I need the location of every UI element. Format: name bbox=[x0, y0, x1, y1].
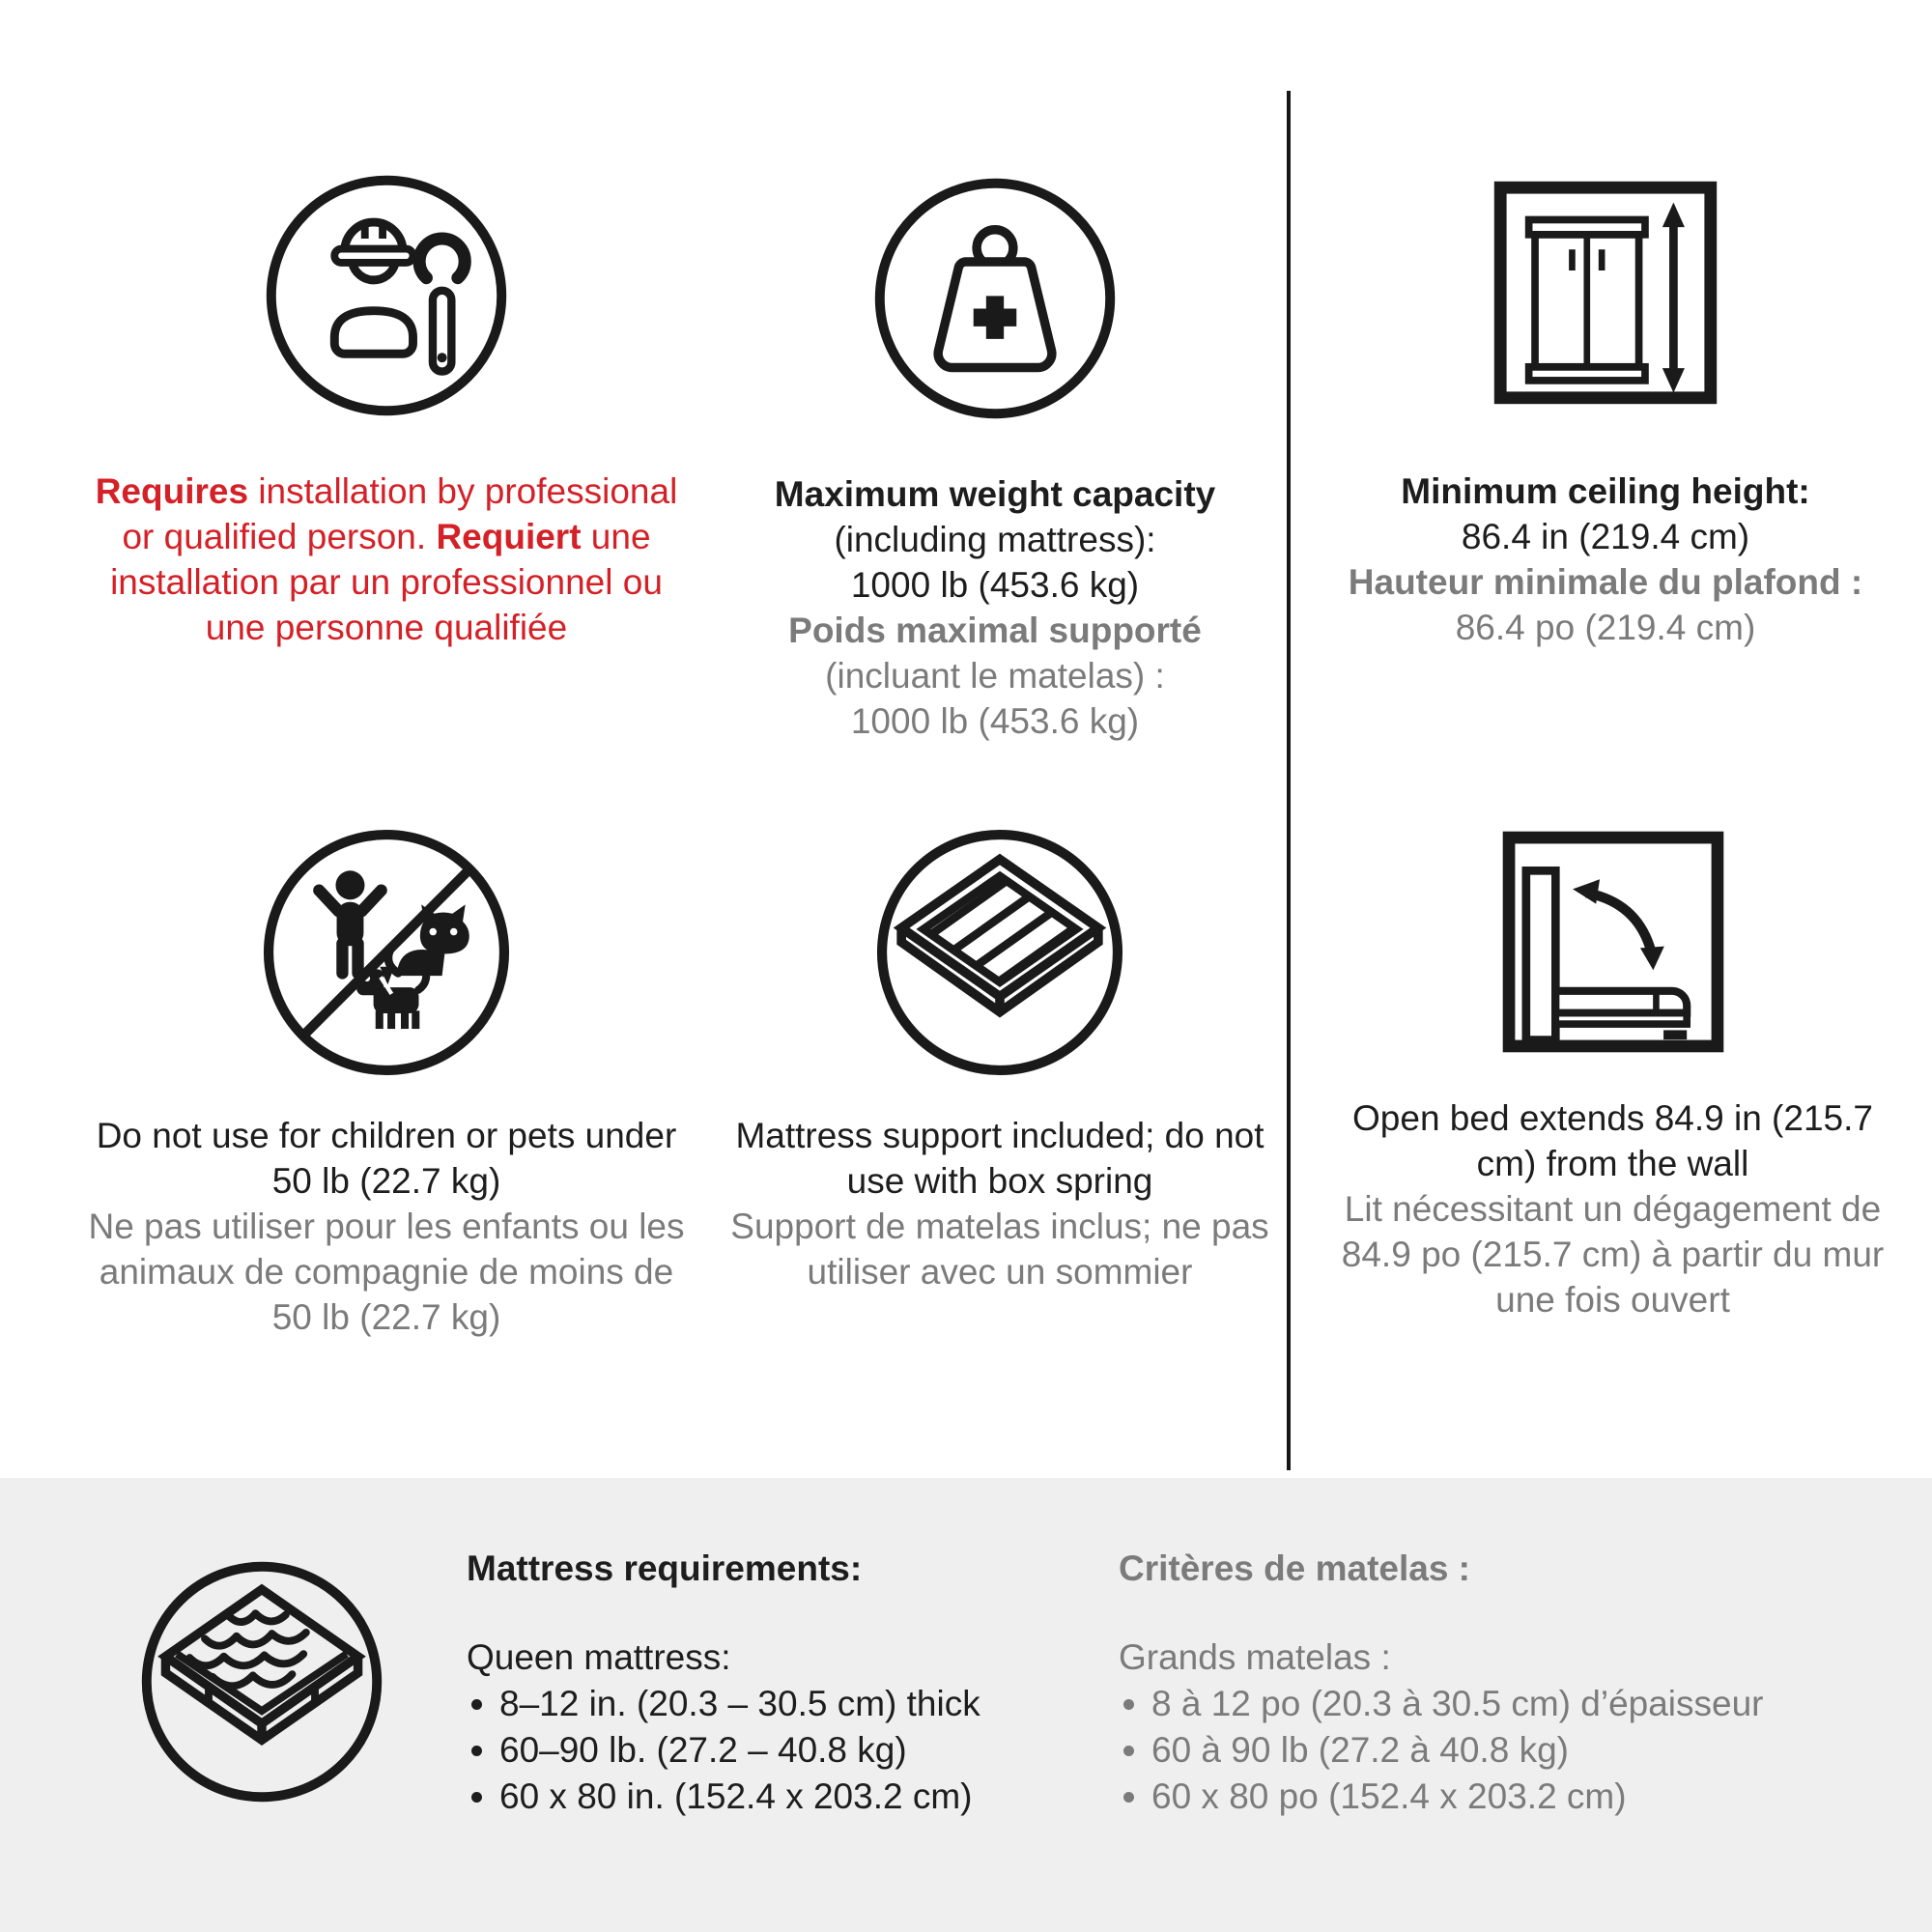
ceiling-en-value: 86.4 in (219.4 cm) bbox=[1461, 517, 1750, 556]
mattress-icon bbox=[135, 1555, 388, 1808]
card-ceiling-text bbox=[1325, 469, 1886, 650]
column-divider bbox=[1287, 91, 1291, 1470]
installation-note bbox=[87, 469, 686, 650]
card-mattress-support bbox=[720, 823, 1280, 1294]
openbed-fr: Lit nécessitant un dégagement de 84.9 po (215.7 cm) à partir du mur une fois ouvert bbox=[1341, 1189, 1885, 1320]
card-weight-capacity bbox=[710, 172, 1280, 744]
mattress-req-list-fr bbox=[1119, 1681, 1911, 1820]
children-fr: Ne pas utiliser pour les enfants ou les animaux de compagnie de moins de 50 lb (22.7 kg) bbox=[88, 1207, 685, 1337]
card-weight-text bbox=[710, 471, 1280, 744]
children-en: Do not use for children or pets under 50 lb (22.7 kg) bbox=[96, 1116, 677, 1201]
mattress-support-icon bbox=[870, 823, 1129, 1082]
card-ceiling-height bbox=[1325, 169, 1886, 650]
card-openbed-text bbox=[1325, 1095, 1900, 1322]
list-item: • 60 à 90 lb (27.2 à 40.8 kg) bbox=[1151, 1727, 1911, 1774]
card-no-children-pets bbox=[77, 823, 696, 1340]
grands-matelas-label: Grands matelas : bbox=[1119, 1637, 1391, 1677]
weight-fr-title bbox=[710, 608, 1280, 653]
card-open-bed bbox=[1325, 819, 1900, 1322]
weight-en-bold: Maximum weight capacity bbox=[774, 474, 1216, 514]
list-item: • 60–90 lb. (27.2 – 40.8 kg) bbox=[499, 1727, 1143, 1774]
weight-capacity-icon bbox=[868, 172, 1122, 425]
ceiling-fr-bold: Hauteur minimale du plafond : bbox=[1348, 562, 1863, 602]
mattress-req-list-en bbox=[467, 1681, 1143, 1820]
no-children-pets-icon bbox=[257, 823, 516, 1082]
weight-en-line2: (including mattress): bbox=[834, 520, 1156, 559]
list-item: • 8–12 in. (20.3 – 30.5 cm) thick bbox=[499, 1681, 1143, 1727]
ceiling-height-icon bbox=[1482, 169, 1729, 416]
weight-fr-line2: (incluant le matelas) : bbox=[825, 656, 1165, 696]
weight-fr-bold: Poids maximal supporté bbox=[788, 611, 1202, 650]
weight-en-title bbox=[710, 471, 1280, 517]
ceiling-fr-value: 86.4 po (219.4 cm) bbox=[1455, 608, 1756, 647]
ceiling-fr-title bbox=[1325, 559, 1886, 605]
mattress-req-title-en: Mattress requirements: bbox=[467, 1548, 863, 1588]
installation-en-rest: installation by professional or qualified person. bbox=[122, 471, 678, 556]
card-installation bbox=[87, 169, 686, 650]
mattress-requirements-en bbox=[467, 1546, 1143, 1820]
mattress-requirements-band bbox=[0, 1478, 1932, 1932]
mattress-requirements-fr bbox=[1119, 1546, 1911, 1820]
weight-en-line3: 1000 lb (453.6 kg) bbox=[850, 565, 1140, 605]
installer-icon bbox=[260, 169, 513, 422]
queen-mattress-label: Queen mattress: bbox=[467, 1637, 731, 1677]
support-fr: Support de matelas inclus; ne pas utiliser avec un sommier bbox=[730, 1207, 1269, 1292]
card-children-text bbox=[77, 1113, 696, 1340]
installation-fr-bold: Requiert bbox=[436, 517, 582, 556]
list-item: • 8 à 12 po (20.3 à 30.5 cm) d’épaisseur bbox=[1151, 1681, 1911, 1727]
openbed-en: Open bed extends 84.9 in (215.7 cm) from the wall bbox=[1352, 1098, 1873, 1183]
ceiling-en-bold: Minimum ceiling height: bbox=[1401, 471, 1810, 511]
list-item: • 60 x 80 in. (152.4 x 203.2 cm) bbox=[499, 1774, 1143, 1820]
mattress-req-title-fr: Critères de matelas : bbox=[1119, 1548, 1471, 1588]
installation-fr-rest: une installation par un professionnel ou une personne qualifiée bbox=[110, 517, 663, 647]
ceiling-en-title bbox=[1325, 469, 1886, 514]
support-en: Mattress support included; do not use with box spring bbox=[735, 1116, 1264, 1201]
weight-fr-line3: 1000 lb (453.6 kg) bbox=[850, 701, 1140, 741]
installation-en-bold: Requires bbox=[95, 471, 249, 511]
open-bed-icon bbox=[1491, 819, 1736, 1065]
list-item: • 60 x 80 po (152.4 x 203.2 cm) bbox=[1151, 1774, 1911, 1820]
card-installation-text bbox=[87, 469, 686, 650]
card-support-text bbox=[720, 1113, 1280, 1294]
